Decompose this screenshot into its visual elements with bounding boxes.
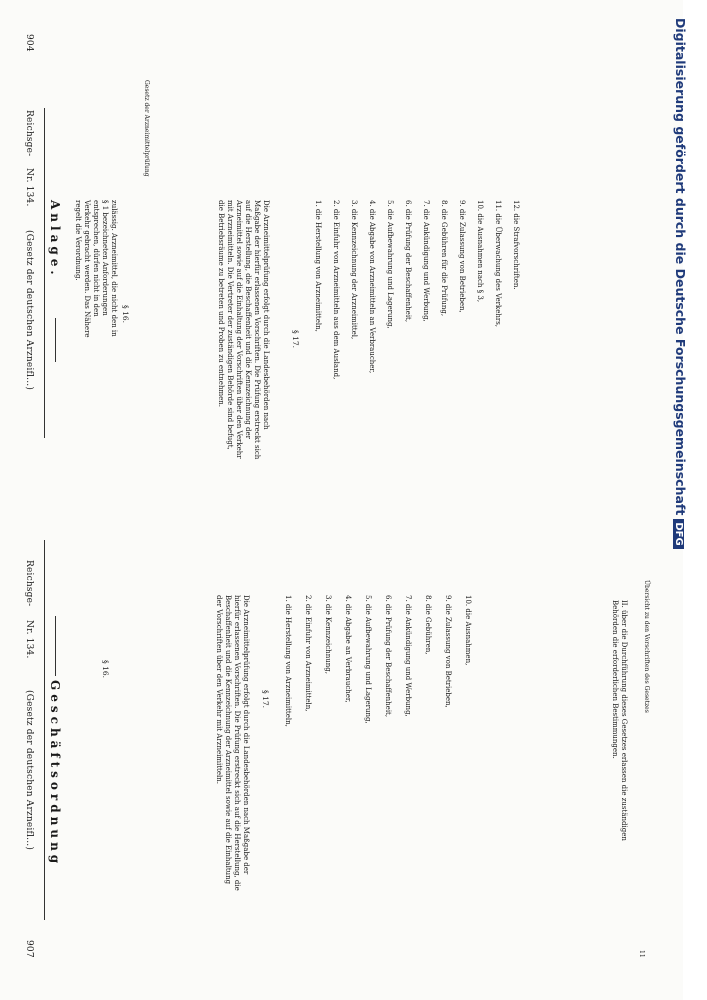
list-item: 5. die Aufbewahrung und Lagerung, (364, 595, 372, 724)
right-section-16-heading: § 16. (101, 660, 110, 679)
list-item: 4. die Abgabe an Verbraucher, (344, 595, 352, 703)
list-item: 12. die Strafvorschriften. (512, 200, 520, 290)
list-item: 1. die Herstellung von Arzneimitteln, (284, 595, 292, 727)
left-section-16-heading: § 16. (121, 305, 130, 324)
right-page-number: 907 (24, 940, 34, 958)
list-item: 10. die Ausnahmen, (464, 595, 472, 666)
right-header-mid: Nr. 134. (24, 620, 34, 659)
list-item: 5. die Aufbewahrung und Lagerung, (386, 200, 394, 329)
list-item: 3. die Kennzeichnung der Arzneimittel, (350, 200, 358, 340)
right-header-rule (44, 540, 45, 920)
left-header-rule (44, 108, 45, 438)
list-item: 9. die Zulassung von Betrieben, (458, 200, 466, 313)
right-marginal-number: 11 (638, 950, 645, 958)
right-page-title: Geschäftsordnung (48, 680, 62, 868)
list-item: 9. die Zulassung von Betrieben, (444, 595, 452, 708)
list-item: 1. die Herstellung von Arzneimitteln, (314, 200, 322, 332)
list-item: 7. die Ankündigung und Werbung, (404, 595, 412, 717)
list-item: 6. die Prüfung der Beschaffenheit, (404, 200, 412, 323)
list-item: 7. die Ankündigung und Werbung, (422, 200, 430, 322)
left-intro-paragraph: zulässig. Arzneimittel, die nicht den in § 1 bezeichneten Anforderungen entsprechen, dürfen nicht in den Verkehr gebracht werden. Das Nähere regelt die Verordnung. (74, 200, 118, 338)
list-item: 8. die Gebühren, (424, 595, 432, 655)
list-item: 2. die Einfuhr von Arzneimitteln, (304, 595, 312, 712)
left-header-left: Reichsge- (24, 110, 34, 157)
right-header-left: Reichsge- (24, 560, 34, 607)
left-title-rule (55, 318, 56, 362)
right-header-right: (Gesetz der deutschen Arzneifl...) (24, 690, 34, 851)
list-item: 10. die Ausnahmen nach § 3, (476, 200, 484, 303)
dfg-banner (673, 18, 688, 549)
right-section-16-text: Die Arzneimittelprüfung erfolgt durch die Landesbehörden nach Maßgabe der hierfür erlassenen Vorschriften. Die Prüfung erstreckt sich auf die Herstellung, die Beschaffenheit und die Kennzeichnung der Arzneimittel sowie auf die Einhaltung der Vorschriften über den Verkehr mit Arzneimitteln. (215, 595, 250, 891)
left-header-mid: Nr. 134. (24, 168, 34, 207)
list-item: 2. die Einfuhr von Arzneimitteln aus dem Ausland, (332, 200, 340, 380)
right-title-rule (55, 616, 56, 676)
left-header-right: (Gesetz der deutschen Arzneifl...) (24, 230, 34, 391)
list-item: 11. die Überwachung des Verkehrs, (494, 200, 502, 328)
list-item: 6. die Prüfung der Beschaffenheit, (384, 595, 392, 718)
list-item: 8. die Gebühren für die Prüfung, (440, 200, 448, 317)
dfg-logo-badge: DFG (673, 519, 684, 548)
right-footnote: Übersicht zu den Vorschriften des Gesetzes (643, 580, 650, 713)
dfg-banner-text: Digitalisierung gefördert durch die Deutsche Forschungsgemeinschaft (673, 18, 688, 516)
right-section-17-heading: § 17. (261, 690, 270, 709)
list-item: 3. die Kennzeichnung, (324, 595, 332, 674)
left-section-17-heading: § 17. (291, 330, 300, 349)
right-closing-text: II. über die Durchführung dieses Gesetzes erlassen die zuständigen Behörden die erforderlichen Bestimmungen. (611, 600, 628, 841)
left-section-16-text: Die Arzneimittelprüfung erfolgt durch die Landesbehörden nach Maßgabe der hierfür erlassenen Vorschriften. Die Prüfung erstreckt sich auf die Herstellung, die Beschaffenheit und die Kennzeichnung der Arzneimittel sowie auf die Einhaltung der Vorschriften über den Verkehr mit Arzneimitteln. Die Vertreter der zuständigen Behörde sind befugt, die Betriebsräume zu betreten und Proben zu entnehmen. (217, 200, 270, 460)
list-item: 4. die Abgabe von Arzneimitteln an Verbraucher, (368, 200, 376, 374)
left-page-title: Anlage. (48, 200, 62, 279)
left-page-number: 904 (24, 34, 34, 52)
left-margin-note: Gesetz der Arzneimittelprüfung (143, 80, 150, 177)
